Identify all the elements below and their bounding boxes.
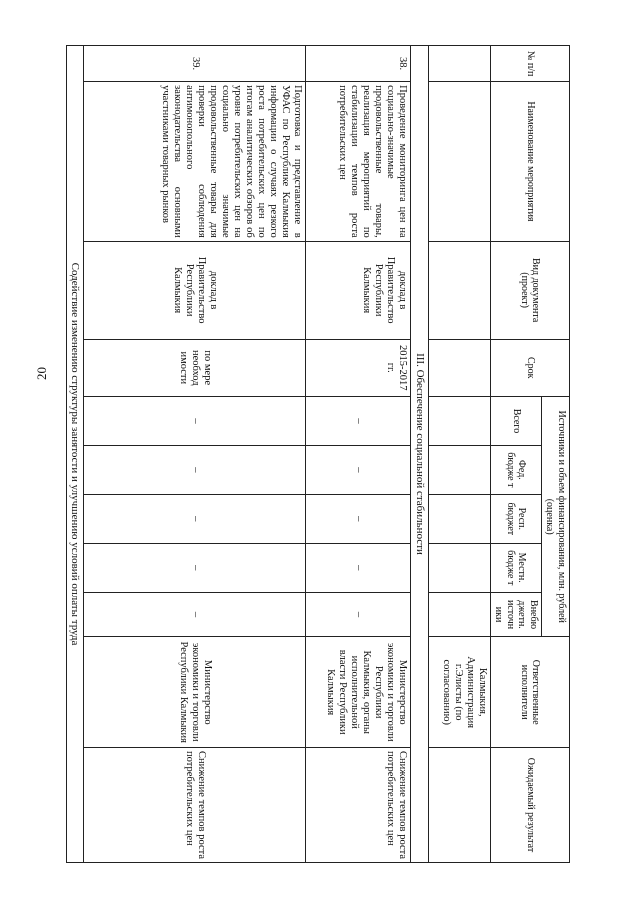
header-resp: Респ. бюджет — [491, 494, 542, 543]
row-resp: – — [84, 494, 306, 543]
header-resp-exec: Ответственные исполнители — [491, 637, 570, 748]
row-num: 38. — [306, 46, 411, 82]
header-result: Ожидаемый результат — [491, 748, 570, 863]
row-doc: доклад в Правительство Республики Калмыкия — [84, 241, 306, 339]
header-num: № п/п — [491, 46, 570, 82]
action-plan-table — [66, 45, 570, 863]
section-title: III. Обеспечение социальной стабильности — [411, 46, 429, 863]
row-name: Подготовка и представление в УФАС по Республике Калмыкия информации о случаях резкого роста потребительских цен по итогам аналитических обзоров об уровне потребительских цен на социально значимые продовольственные товары для проверки соблюдения антимонопольного законодательства основными участниками товарных рынков — [84, 82, 306, 242]
row-local: – — [84, 543, 306, 592]
row-total: – — [84, 397, 306, 446]
row-result: Снижение темпов роста потребительских цен — [84, 748, 306, 863]
page-number: 20 — [34, 367, 49, 380]
row-name: Проведение мониторинга цен на социально-значимые продовольственные товары, реализация мероприятий по стабилизации темпов роста потребительских цен — [306, 82, 411, 242]
header-local: Местн. бюдже т — [491, 543, 542, 592]
header-row-1 — [542, 46, 570, 863]
row-fed: – — [306, 445, 411, 494]
header-funding: Источники и объем финансирования, млн. рублей (оценка) — [542, 397, 570, 637]
table-row — [84, 46, 306, 863]
header-term: Срок — [491, 339, 570, 396]
row-resp: – — [306, 494, 411, 543]
table-container — [50, 45, 570, 863]
row-local: – — [306, 543, 411, 592]
section-row — [411, 46, 429, 863]
subsection-title: Содействие изменению структуры занятости и улучшению условий оплаты труда — [66, 46, 84, 863]
table-row — [306, 46, 411, 863]
row-term: 2015-2017 гг. — [306, 339, 411, 396]
row-doc: доклад в Правительство Республики Калмыкия — [306, 241, 411, 339]
header-offbudget: Внебю джетн. источн ики — [491, 592, 542, 637]
carry-exec: Калмыкия, Администрация г.Элисты (по согласованию) — [429, 637, 491, 748]
row-exec: Министерство экономики и торговли Республики Калмыкия, органы исполнительной власти Республики Калмыкия — [306, 637, 411, 748]
row-offbudget: – — [84, 592, 306, 637]
row-offbudget: – — [306, 592, 411, 637]
rotated-page — [50, 45, 570, 863]
row-result: Снижение темпов роста потребительских цен — [306, 748, 411, 863]
carry-over-row — [429, 46, 491, 863]
row-fed: – — [84, 445, 306, 494]
header-name: Наименование мероприятия — [491, 82, 570, 242]
row-total: – — [306, 397, 411, 446]
row-exec: Министерство экономики и торговли Республики Калмыкия — [84, 637, 306, 748]
row-term: по мере необход имости — [84, 339, 306, 396]
header-fed: Фед. бюдже т — [491, 445, 542, 494]
header-doc: Вид документа (проект) — [491, 241, 570, 339]
subsection-row — [66, 46, 84, 863]
row-num: 39. — [84, 46, 306, 82]
header-total: Всего — [491, 397, 542, 446]
